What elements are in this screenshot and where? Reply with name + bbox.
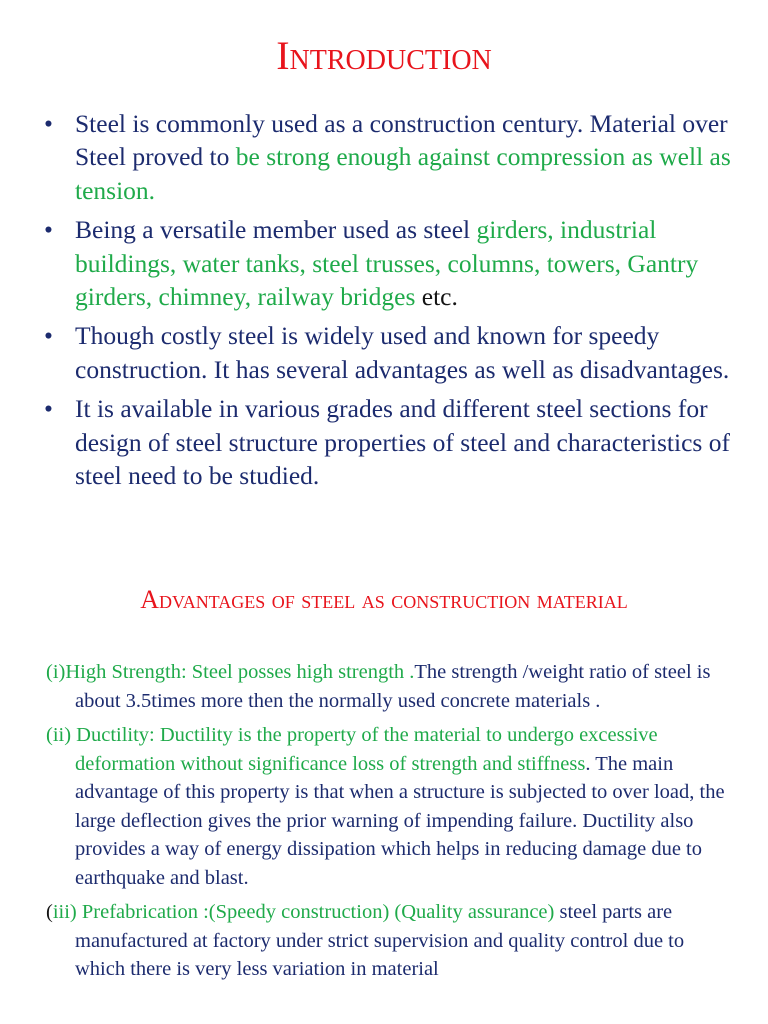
section-subtitle: Advantages of steel as construction material bbox=[140, 585, 628, 614]
advantage-heading: (ii) Ductility: Ductility is the property of the material to undergo excessive deformation without significance loss of strength and stiffness bbox=[46, 724, 658, 775]
bullet-marker: • bbox=[44, 394, 53, 424]
advantage-item bbox=[46, 658, 736, 715]
bullet-marker: • bbox=[44, 109, 53, 138]
bullet-item bbox=[44, 107, 744, 207]
advantage-text: steel parts are manufactured at factory under strict supervision and quality control due to which there is very less variation in material bbox=[75, 901, 685, 980]
bullet-highlight-segment: be strong enough against compression as well as tension. bbox=[75, 142, 731, 205]
bullet-text-segment: etc. bbox=[415, 282, 458, 312]
bullet-highlight-segment: girders, industrial buildings, water tanks, steel trusses, columns, towers, Gantry girders, chimney, railway bridges bbox=[75, 215, 699, 312]
bullet-text-segment: Being a versatile member used as steel bbox=[75, 215, 477, 245]
bullet-text-segment: Though costly steel is widely used and known for speedy construction. It has several advantages as well as disadvantages. bbox=[75, 321, 730, 384]
bullet-text-segment: It is available in various grades and different steel sections for design of steel structure properties of steel and characteristics of steel need to be studied. bbox=[75, 394, 730, 491]
advantage-text: . The main advantage of this property is that when a structure is subjected to over load, the large deflection gives the prior warning of impending failure. Ductility also provides a way of energy dissipation which helps in reducing damage due to earthquake and blast. bbox=[75, 752, 725, 889]
bullet-marker: • bbox=[44, 215, 53, 245]
advantage-item bbox=[46, 898, 736, 984]
advantage-paren: ( bbox=[46, 901, 53, 923]
advantage-item bbox=[46, 721, 736, 892]
advantage-heading: (i)High Strength: Steel posses high strength . bbox=[46, 661, 415, 683]
bullet-item bbox=[44, 319, 744, 386]
advantage-text: The strength /weight ratio of steel is about 3.5times more then the normally used concrete materials . bbox=[75, 661, 711, 712]
bullet-item bbox=[44, 213, 744, 313]
bullet-text-segment: Steel is commonly used as a construction century. Material over Steel proved to bbox=[75, 109, 728, 172]
bullet-marker: • bbox=[44, 321, 53, 351]
advantages-list bbox=[46, 658, 736, 990]
intro-bullet-list bbox=[44, 107, 744, 498]
page-title: Introduction bbox=[276, 33, 492, 78]
advantage-heading: iii) Prefabrication :(Speedy construction) (Quality assurance) bbox=[52, 901, 555, 923]
bullet-item bbox=[44, 392, 744, 492]
